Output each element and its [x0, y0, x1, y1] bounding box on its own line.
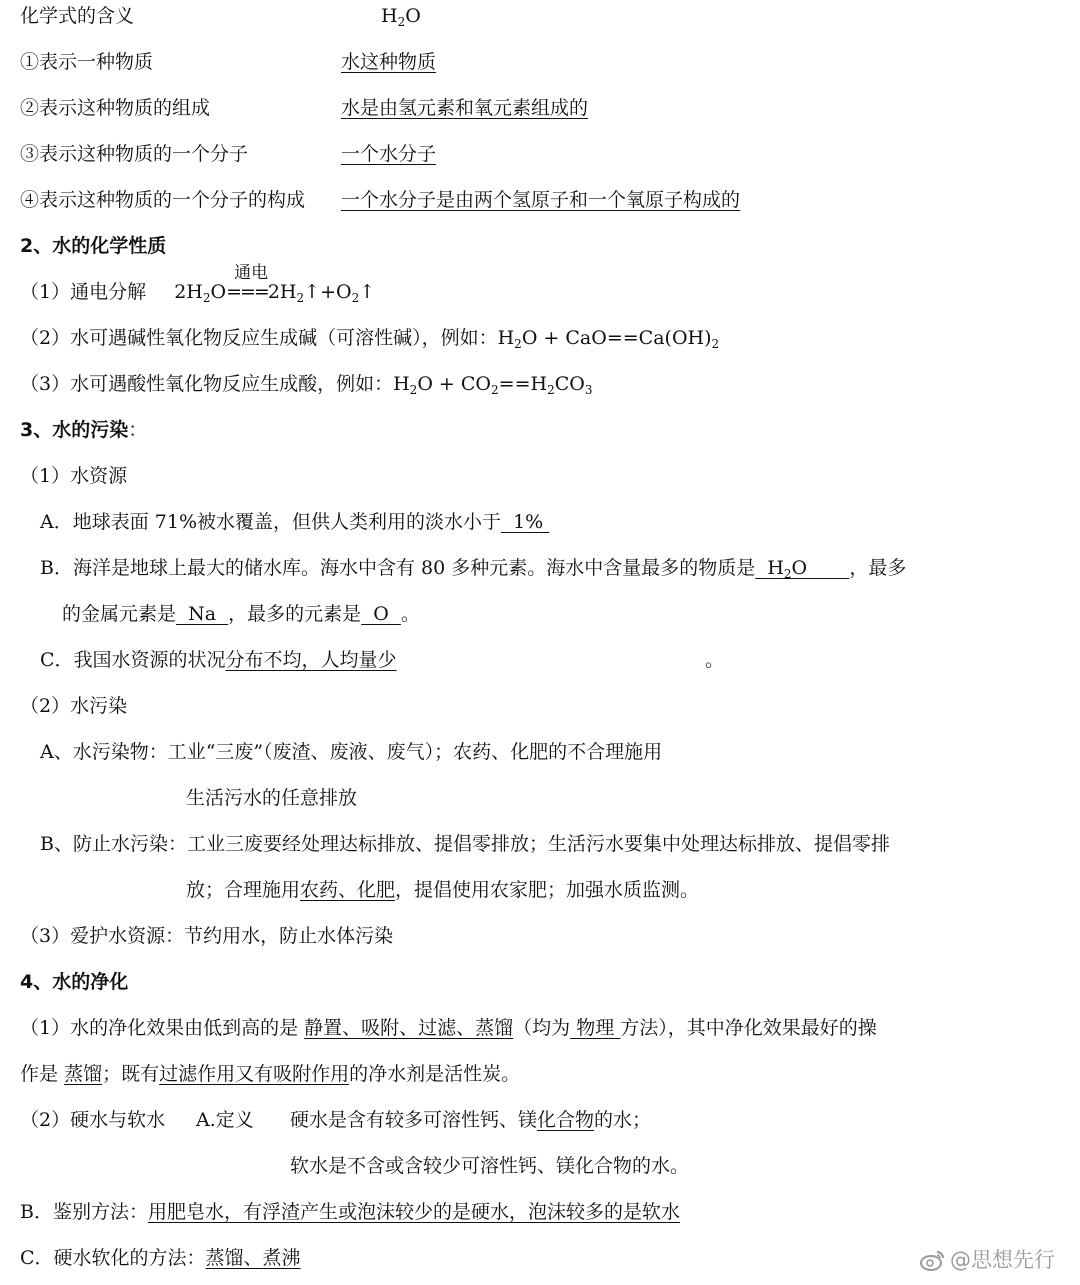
h2o-formula: $H_2O$ — [381, 5, 421, 29]
weibo-icon — [920, 1249, 946, 1271]
meaning-item-label: ②表示这种物质的组成 — [20, 97, 211, 119]
base-reaction-line: （2）水可遇碱性氧化物反应生成碱（可溶性碱），例如：$H_2O + CaO==Ca(OH)_2$ — [20, 327, 720, 351]
meaning-item-answer: 水这种物质 — [341, 51, 437, 73]
softening-method-line: C．硬水软化的方法：蒸馏、煮沸 — [20, 1247, 301, 1269]
hard-soft-water-label: （2）硬水与软水 — [20, 1109, 166, 1131]
resource-c-end: 。 — [705, 649, 725, 671]
resource-a: A．地球表面 71%被水覆盖，但供人类利用的淡水小于 1% — [40, 511, 550, 533]
meaning-item-label: ④表示这种物质的一个分子的构成 — [20, 189, 306, 211]
meaning-title: 化学式的含义 — [20, 5, 135, 27]
watermark — [920, 1244, 1055, 1274]
meaning-item-answer: 一个水分子 — [341, 143, 437, 165]
definition-label: A.定义 — [196, 1109, 254, 1131]
condition-arrow: 通电 === — [226, 263, 269, 303]
purification-line: （1）水的净化效果由低到高的是 静置、吸附、过滤、蒸馏（均为 物理 方法），其中净化效果最好的操 — [20, 1017, 877, 1039]
meaning-item-answer: 水是由氢元素和氧元素组成的 — [341, 97, 589, 119]
meaning-item-label: ③表示这种物质的一个分子 — [20, 143, 249, 165]
water-resource-title: （1）水资源 — [20, 465, 128, 487]
section-2-heading: 2、水的化学性质 — [20, 235, 167, 257]
prevention-line: B、防止水污染：工业三废要经处理达标排放、提倡零排放；生活污水要集中处理达标排放、提倡零排 — [40, 833, 890, 855]
meaning-item-answer: 一个水分子是由两个氢原子和一个氧原子构成的 — [341, 189, 741, 211]
soft-water-definition: 软水是不含或含较少可溶性钙、镁化合物的水。 — [290, 1155, 690, 1177]
section-3-heading: 3、水的污染： — [20, 419, 148, 441]
purification-line-2: 作是 蒸馏；既有过滤作用又有吸附作用的净水剂是活性炭。 — [20, 1063, 521, 1085]
watermark-text: @思想先行 — [950, 1248, 1055, 1272]
pollutants-line-2: 生活污水的任意排放 — [186, 787, 358, 809]
resource-b-cont: 的金属元素是 Na ，最多的元素是 O 。 — [62, 603, 420, 625]
acid-reaction-line: （3）水可遇酸性氧化物反应生成酸，例如：$H_2O + CO_2==H_2CO_3$ — [20, 373, 593, 397]
meaning-item-label: ①表示一种物质 — [20, 51, 154, 73]
pollutants-line: A、水污染物：工业“三废”（废渣、废液、废气）；农药、化肥的不合理施用 — [40, 741, 663, 763]
resource-c: C．我国水资源的状况分布不均，人均量少 — [40, 649, 397, 671]
prevention-line-2: 放；合理施用农药、化肥，提倡使用农家肥；加强水质监测。 — [186, 879, 700, 901]
section-4-heading: 4、水的净化 — [20, 971, 129, 993]
hard-water-definition: 硬水是含有较多可溶性钙、镁化合物的水； — [290, 1109, 652, 1131]
electrolysis-line: （1）通电分解 $2H_2O$ 通电 $===2H_2↑+O_2↑$ — [20, 263, 376, 305]
resource-b: B．海洋是地球上最大的储水库。海水中含有 80 多种元素。海水中含量最多的物质是 $H_2O$ ，最多 — [40, 557, 907, 581]
protect-water-line: （3）爱护水资源：节约用水，防止水体污染 — [20, 925, 394, 947]
identify-method-line: B．鉴别方法：用肥皂水，有浮渣产生或泡沫较少的是硬水，泡沫较多的是软水 — [20, 1201, 680, 1223]
pollution-title: （2）水污染 — [20, 695, 128, 717]
